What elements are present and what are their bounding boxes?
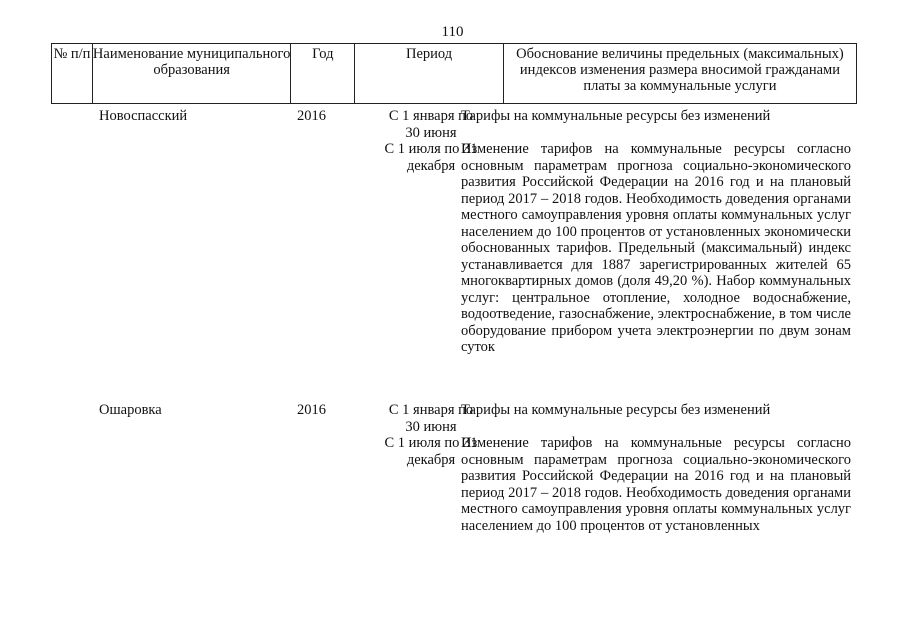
- table-header: [51, 43, 857, 104]
- header-col-period: Период: [355, 44, 504, 103]
- basis-second-half: Изменение тарифов на коммунальные ресурсы согласно основным параметрам прогноза социально-экономического развития Российской Федерации на 2016 год и на плановый период 2017 – 2018 годов. Необходимость доведения органами местного самоуправления уровня оплаты коммунальных услуг населением до 100 процентов от установленных: [461, 435, 851, 534]
- year-value: 2016: [297, 108, 326, 124]
- period-second-half: С 1 июля по 31 декабря: [384, 435, 478, 468]
- basis-first-half: Тарифы на коммунальные ресурсы без изменений: [461, 108, 771, 124]
- header-col-year: Год: [291, 44, 355, 103]
- header-col-basis: Обоснование величины предельных (максимальных) индексов изменения размера вносимой гражданами платы за коммунальные услуги: [516, 46, 844, 94]
- table-row: [51, 402, 857, 632]
- table-row: [51, 108, 857, 398]
- period-second-half: С 1 июля по 31 декабря: [384, 141, 478, 174]
- basis-second-half: Изменение тарифов на коммунальные ресурсы согласно основным параметрам прогноза социально-экономического развития Российской Федерации на 2016 год и на плановый период 2017 – 2018 годов. Необходимость доведения органами местного самоуправления уровня оплаты коммунальных услуг населением до 100 процентов от установленных экономически обоснованных тарифов. Предельный (максимальный) индекс устанавливается для 1887 зарегистрированных жителей 65 многоквартирных домов (доля 49,20 %). Набор коммунальных услуг: центральное отопление, холодное водоснабжение, водоотведение, газоснабжение, электроснабжение, в том числе оборудование прибором учета электроэнергии по двум зонам суток: [461, 141, 851, 355]
- header-col-municipality: Наименование муниципального образования: [93, 44, 292, 103]
- header-col-number: № п/п: [52, 44, 93, 103]
- municipality-name: Ошаровка: [99, 402, 162, 418]
- year-value: 2016: [297, 402, 326, 418]
- period-first-half: С 1 января по 30 июня: [388, 402, 474, 435]
- municipality-name: Новоспасский: [99, 108, 188, 124]
- period-first-half: С 1 января по 30 июня: [388, 108, 474, 141]
- basis-first-half: Тарифы на коммунальные ресурсы без изменений: [461, 402, 771, 418]
- page-number: 110: [441, 24, 464, 40]
